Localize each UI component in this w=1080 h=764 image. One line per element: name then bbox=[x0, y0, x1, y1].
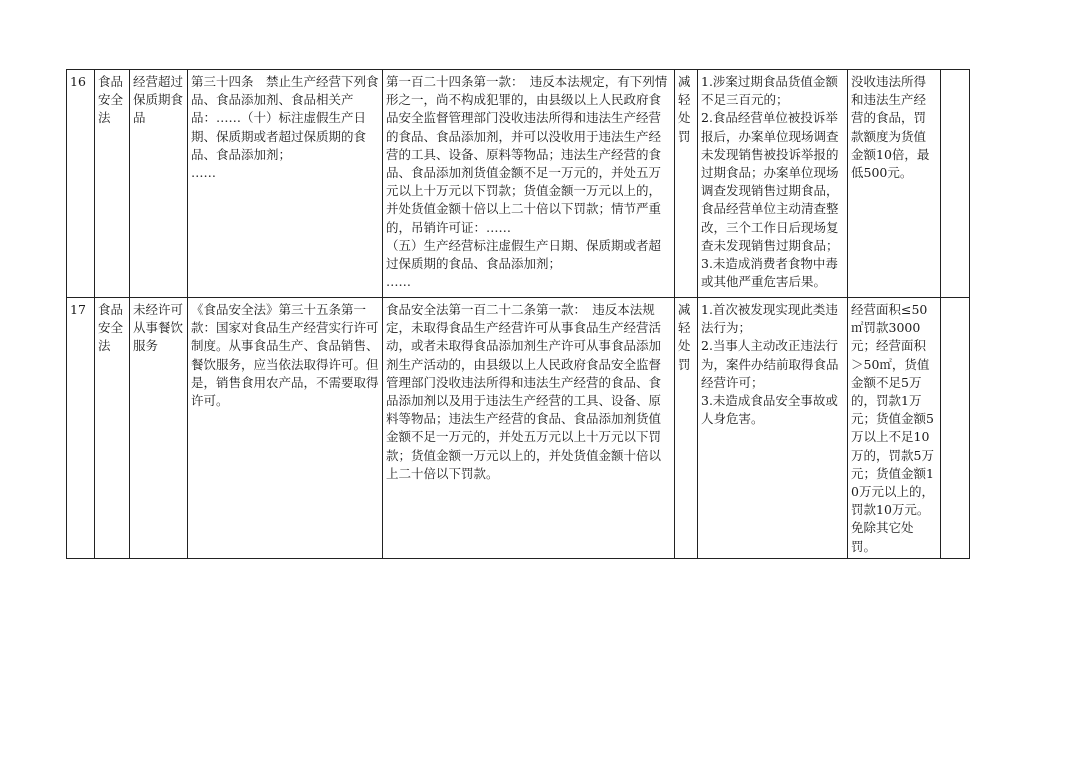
discretion-type: 减轻处罚 bbox=[675, 70, 698, 298]
penalty-basis: 第一百二十四条第一款： 违反本法规定，有下列情形之一，尚不构成犯罪的，由县级以上人民政府食品安全监督管理部门没收违法所得和违法生产经营的食品、食品添加剂，并可以没收用于违法生产经营的工具、设备、原料等物品；违法生产经营的食品、食品添加剂货值金额不足一万元的，并处五万元以上十万元以下罚款；货值金额一万元以上的，并处货值金额十倍以上二十倍以下罚款；情节严重的，吊销许可证：…… （五）生产经营标注虚假生产日期、保质期或者超过保质期的食品、食品添加剂； …… bbox=[383, 70, 675, 298]
legal-basis: 《食品安全法》第三十五条第一款：国家对食品生产经营实行许可制度。从事食品生产、食品销售、餐饮服务，应当依法取得许可。但是，销售食用农产品，不需要取得许可。 bbox=[188, 298, 383, 559]
row-number: 16 bbox=[67, 70, 95, 298]
legal-basis: 第三十四条 禁止生产经营下列食品、食品添加剂、食品相关产品：……（十）标注虚假生产日期、保质期或者超过保质期的食品、食品添加剂； …… bbox=[188, 70, 383, 298]
applicable-conditions: 1.首次被发现实现此类违法行为； 2.当事人主动改正违法行为，案件办结前取得食品经营许可； 3.未造成食品安全事故或人身危害。 bbox=[698, 298, 848, 559]
table-row bbox=[67, 70, 970, 298]
row-number: 17 bbox=[67, 298, 95, 559]
penalty-basis: 食品安全法第一百二十二条第一款： 违反本法规定，未取得食品生产经营许可从事食品生产经营活动，或者未取得食品添加剂生产许可从事食品添加剂生产活动的，由县级以上人民政府食品安全监督管理部门没收违法所得和违法生产经营的食品、食品添加剂以及用于违法生产经营的工具、设备、原料等物品；违法生产经营的食品、食品添加剂货值金额不足一万元的，并处五万元以上十万元以下罚款；货值金额一万元以上的，并处货值金额十倍以上二十倍以下罚款。 bbox=[383, 298, 675, 559]
note-cell bbox=[941, 70, 970, 298]
law-category: 食品安全法 bbox=[95, 298, 130, 559]
violation-item: 未经许可从事餐饮服务 bbox=[130, 298, 188, 559]
violation-item: 经营超过保质期食品 bbox=[130, 70, 188, 298]
penalty-standard: 经营面积≤50㎡罚款3000元；经营面积＞50㎡，货值金额不足5万的，罚款1万元；货值金额5万以上不足10万的，罚款5万元；货值金额10万元以上的，罚款10万元。免除其它处罚。 bbox=[848, 298, 941, 559]
penalty-table bbox=[66, 69, 970, 559]
note-cell bbox=[941, 298, 970, 559]
applicable-conditions: 1.涉案过期食品货值金额不足三百元的； 2.食品经营单位被投诉举报后，办案单位现场调查未发现销售被投诉举报的过期食品；办案单位现场调查发现销售过期食品，食品经营单位主动清查整改，三个工作日后现场复查未发现销售过期食品； 3.未造成消费者食物中毒或其他严重危害后果。 bbox=[698, 70, 848, 298]
law-category: 食品安全法 bbox=[95, 70, 130, 298]
discretion-type: 减轻处罚 bbox=[675, 298, 698, 559]
table-row bbox=[67, 298, 970, 559]
penalty-standard: 没收违法所得和违法生产经营的食品，罚款额度为货值金额10倍，最低500元。 bbox=[848, 70, 941, 298]
